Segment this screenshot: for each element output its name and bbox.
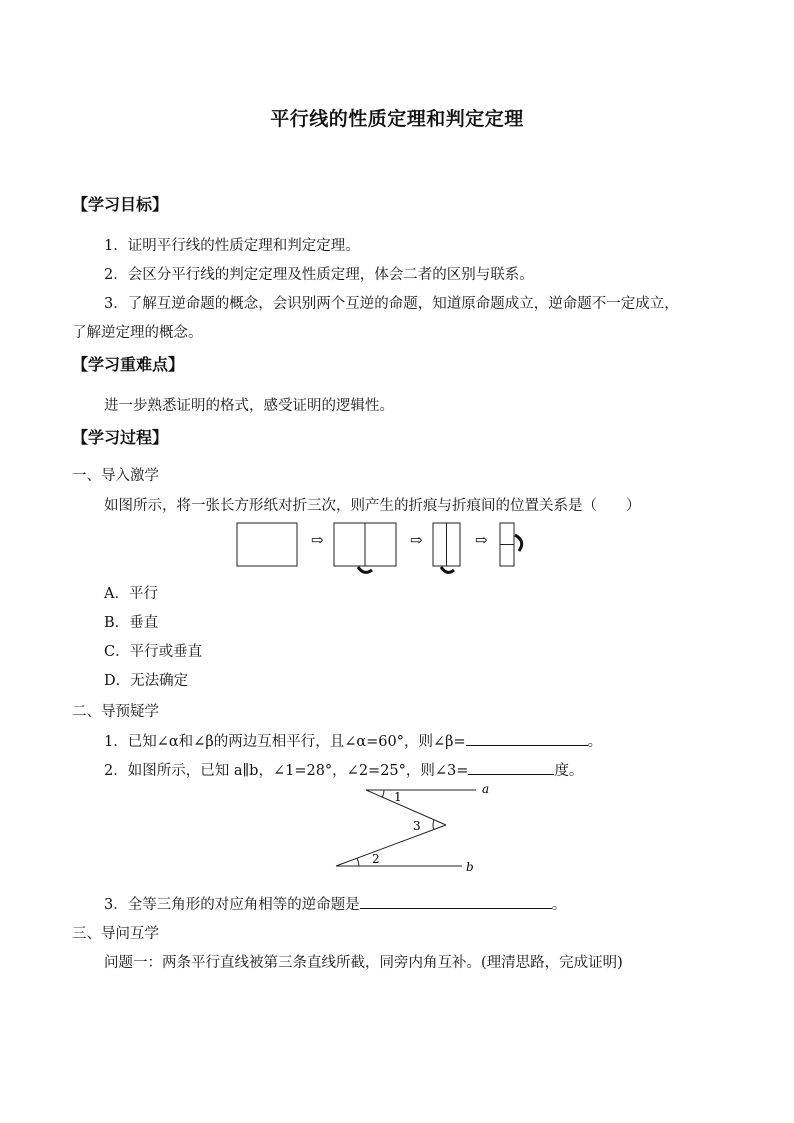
part2-question-3 bbox=[104, 893, 566, 914]
goal-item-continued: 了解逆定理的概念。 bbox=[72, 325, 203, 341]
angle-1-arc bbox=[383, 790, 385, 797]
arrow-icon: ⇨ bbox=[410, 531, 423, 549]
option-d: D．无法确定 bbox=[104, 673, 189, 689]
paper-folding-figure bbox=[236, 520, 536, 578]
option-b: B．垂直 bbox=[104, 615, 159, 631]
answer-blank-2[interactable] bbox=[468, 759, 554, 775]
key-points-text: 进一步熟悉证明的格式，感受证明的逻辑性。 bbox=[104, 398, 394, 414]
fold-curl-icon bbox=[441, 567, 454, 572]
transversal-lower bbox=[336, 825, 446, 866]
line-a-label: a bbox=[482, 782, 490, 796]
question-3-text: 3．全等三角形的对应角相等的逆命题是 bbox=[104, 897, 360, 913]
paper-folding-diagram bbox=[236, 520, 536, 578]
process-heading: 【学习过程】 bbox=[72, 428, 169, 447]
goal-item: 3．了解互逆命题的概念，会识别两个互逆的命题，知道原命题成立，逆命题不一定成立， bbox=[104, 296, 679, 312]
question-2-text: 2．如图所示，已知 a∥b，∠1=28°，∠2=25°，则∠3= bbox=[104, 763, 469, 779]
part2-question-1 bbox=[104, 730, 602, 751]
key-points-heading: 【学习重难点】 bbox=[72, 355, 185, 374]
paper-rectangle bbox=[237, 523, 297, 566]
line-b-label: b bbox=[466, 860, 474, 874]
angle-1-label: 1 bbox=[394, 790, 402, 804]
goal-item: 2．会区分平行线的判定定理及性质定理，体会二者的区别与联系。 bbox=[104, 267, 534, 283]
option-c: C．平行或垂直 bbox=[104, 644, 203, 660]
answer-blank-1[interactable] bbox=[466, 730, 588, 746]
part3-heading: 三、导问互学 bbox=[72, 926, 159, 942]
parallel-lines-figure bbox=[330, 780, 490, 876]
angle-2-arc bbox=[357, 858, 359, 866]
part3-question: 问题一：两条平行直线被第三条直线所截，同旁内角互补。(理清思路，完成证明) bbox=[104, 955, 623, 971]
transversal-upper bbox=[366, 790, 446, 825]
page-title: 平行线的性质定理和判定定理 bbox=[270, 108, 524, 130]
goal-item: 1．证明平行线的性质定理和判定定理。 bbox=[104, 238, 360, 254]
question-3-suffix: 。 bbox=[551, 897, 567, 913]
option-a: A．平行 bbox=[104, 586, 158, 602]
question-1-text: 1．已知∠α和∠β的两边互相平行，且∠α=60°，则∠β= bbox=[104, 734, 466, 750]
parallel-lines-diagram bbox=[330, 780, 490, 876]
fold-curl-icon bbox=[515, 535, 522, 551]
question-1-suffix: 。 bbox=[587, 734, 603, 750]
arrow-icon: ⇨ bbox=[475, 531, 488, 549]
part1-question: 如图所示，将一张长方形纸对折三次，则产生的折痕与折痕间的位置关系是（ ） bbox=[104, 498, 641, 514]
arrow-icon: ⇨ bbox=[311, 531, 324, 549]
angle-3-label: 3 bbox=[413, 819, 421, 833]
fold-curl-icon bbox=[358, 567, 372, 572]
part1-heading: 一、导入激学 bbox=[72, 468, 159, 484]
goals-heading: 【学习目标】 bbox=[72, 195, 169, 214]
part2-heading: 二、导预疑学 bbox=[72, 704, 159, 720]
angle-2-label: 2 bbox=[372, 852, 380, 866]
angle-3-arc bbox=[433, 820, 434, 830]
answer-blank-3[interactable] bbox=[360, 893, 552, 909]
part2-question-2 bbox=[104, 759, 583, 780]
question-2-suffix: 度。 bbox=[554, 763, 584, 779]
